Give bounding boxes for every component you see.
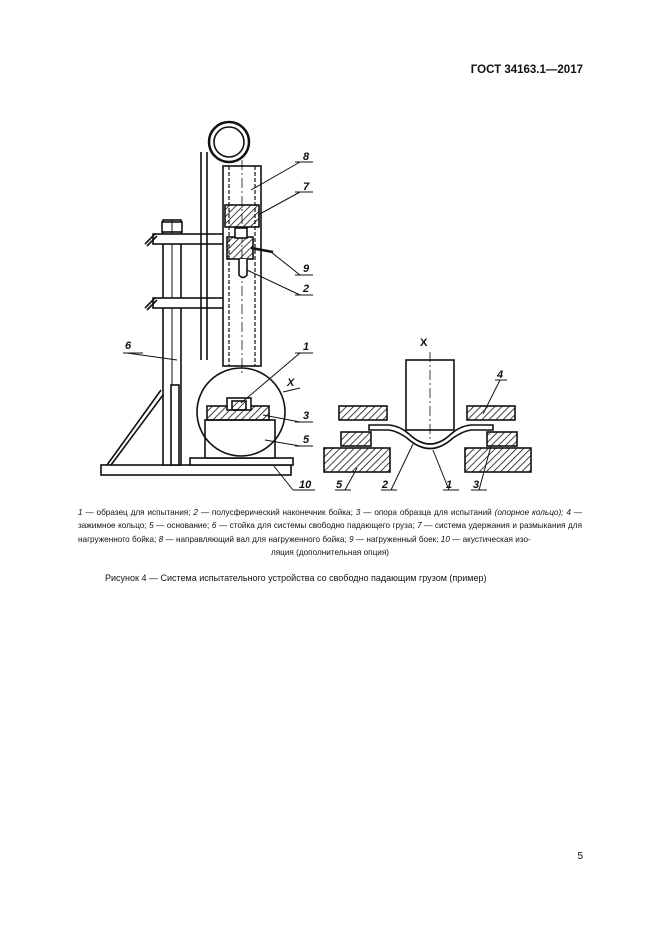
detail-clamp-right (467, 406, 515, 420)
legend-text: — опора образца для испытаний (360, 508, 495, 517)
legend-num: 7 (417, 521, 422, 531)
legend-last-line: ляция (дополнительная опция) (270, 547, 390, 557)
legend-num: 9 (349, 534, 354, 544)
figure-legend (78, 506, 582, 559)
label-9: 9 (303, 263, 310, 275)
detail-base-right (465, 448, 531, 472)
legend-text: — образец для испытания; (82, 508, 194, 517)
holding-block (225, 205, 259, 227)
base-plate (101, 465, 291, 475)
label-2: 2 (303, 283, 310, 295)
main-apparatus (101, 122, 293, 475)
legend-text: — основание; (153, 521, 212, 531)
pulley (209, 122, 249, 162)
detail-label-1: 1 (446, 479, 453, 491)
legend-num: 8 (158, 534, 164, 544)
detail-label-2: 2 (382, 479, 389, 491)
label-7: 7 (303, 181, 310, 193)
label-3: 3 (303, 410, 310, 422)
label-5: 5 (303, 434, 310, 446)
legend-text: — стойка для системы свободно падающего груза; (216, 521, 418, 531)
detail-label-5: 5 (336, 479, 343, 491)
page-number: 5 (577, 851, 583, 862)
detail-label-3: 3 (473, 479, 480, 491)
legend-num: 5 (149, 521, 154, 531)
label-x: X (287, 377, 295, 389)
label-1: 1 (303, 341, 310, 353)
label-10: 10 (299, 479, 312, 491)
legend-num: 6 (211, 521, 217, 531)
acoustic-insulation (190, 458, 293, 465)
label-8: 8 (303, 151, 310, 163)
legend-num: 3 (355, 508, 361, 517)
legend-text: — нагруженный боек; (353, 534, 441, 544)
standard-header: ГОСТ 34163.1—2017 (470, 64, 583, 76)
label-6: 6 (125, 340, 132, 352)
detail-title-x: X (420, 337, 428, 349)
legend-text: — зажимное кольцо; (78, 508, 583, 531)
detail-label-4: 4 (497, 369, 504, 381)
legend-text: — полусферический наконечник бойка; (197, 508, 356, 517)
figure-drawing (95, 120, 555, 500)
legend-text: — акустическая изо- (449, 534, 531, 544)
legend-num: 2 (193, 508, 198, 517)
legend-num: 1 (78, 508, 83, 517)
figure-caption: Рисунок 4 — Система испытательного устройства со свободно падающим грузом (пример) (105, 573, 487, 583)
legend-text: — направляющий вал для нагруженного бойка; (163, 534, 350, 544)
legend-num: 4 (566, 508, 571, 517)
legend-text: — система удержания и размыкания для нагруженного бойка; (78, 521, 583, 544)
legend-note: (опорное кольцо); (494, 508, 564, 517)
detail-clamp-left (339, 406, 387, 420)
legend-num: 10 (440, 534, 450, 544)
support-base (205, 420, 275, 458)
